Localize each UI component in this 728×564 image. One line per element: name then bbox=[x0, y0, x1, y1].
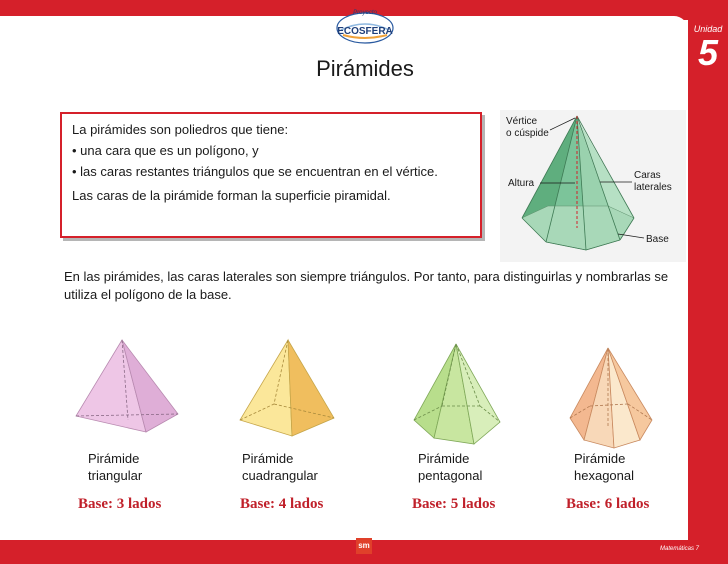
caption-triangular-line1: Pirámide bbox=[88, 451, 140, 466]
definition-intro: La pirámides son poliedros que tiene: bbox=[72, 122, 289, 137]
logo-main-text: ECOSFERA bbox=[337, 26, 393, 37]
square-pyramid-face-side bbox=[288, 340, 334, 436]
pyramid-parts-diagram bbox=[500, 110, 686, 262]
definition-bullet-1: • una cara que es un polígono, y bbox=[72, 143, 259, 158]
unit-label: Unidad bbox=[693, 24, 723, 34]
base-label-square: Base: 4 lados bbox=[240, 496, 324, 512]
right-band bbox=[688, 0, 728, 564]
caption-hexagonal-line1: Pirámide bbox=[574, 451, 626, 466]
caption-square-line2: cuadrangular bbox=[242, 468, 318, 483]
unit-number: 5 bbox=[697, 32, 719, 73]
publisher-logo: sm bbox=[356, 538, 372, 554]
ecosfera-logo bbox=[333, 6, 397, 44]
caption-pentagonal-line2: pentagonal bbox=[418, 468, 483, 483]
definition-closing: Las caras de la pirámide forman la superficie piramidal. bbox=[72, 188, 391, 203]
diagram-label-vertex-2: o cúspide bbox=[506, 128, 549, 139]
caption-pentagonal-line1: Pirámide bbox=[418, 451, 470, 466]
diagram-label-vertex-1: Vértice bbox=[506, 116, 538, 127]
diagram-label-base: Base bbox=[646, 234, 669, 245]
base-label-pentagonal: Base: 5 lados bbox=[412, 496, 496, 512]
caption-square bbox=[242, 450, 318, 484]
page-title: Pirámides bbox=[316, 56, 414, 81]
definition-bullet-2: • las caras restantes triángulos que se encuentran en el vértice. bbox=[72, 164, 438, 179]
intro-paragraph: En las pirámides, las caras laterales son siempre triángulos. Por tanto, para distinguirlas y nombrarlas se utiliza el polígono de la base. bbox=[64, 269, 669, 302]
diagram-label-height: Altura bbox=[508, 178, 535, 189]
base-label-triangular: Base: 3 lados bbox=[78, 496, 162, 512]
base-label-hexagonal: Base: 6 lados bbox=[566, 496, 650, 512]
definition-box bbox=[60, 112, 482, 238]
diagram-label-faces-1: Caras bbox=[634, 170, 661, 181]
caption-pentagonal bbox=[418, 450, 482, 484]
caption-triangular-line2: triangular bbox=[88, 468, 143, 483]
caption-hexagonal-line2: hexagonal bbox=[574, 468, 634, 483]
logo-top-text: Proyecto bbox=[353, 10, 377, 16]
caption-hexagonal bbox=[574, 450, 634, 484]
caption-square-line1: Pirámide bbox=[242, 451, 294, 466]
square-pyramid-face-front bbox=[240, 340, 292, 436]
series-label: Matemáticas 7 bbox=[660, 546, 700, 552]
caption-triangular bbox=[88, 450, 142, 484]
diagram-label-faces-2: laterales bbox=[634, 182, 672, 193]
triangular-pyramid-figure bbox=[72, 338, 182, 450]
